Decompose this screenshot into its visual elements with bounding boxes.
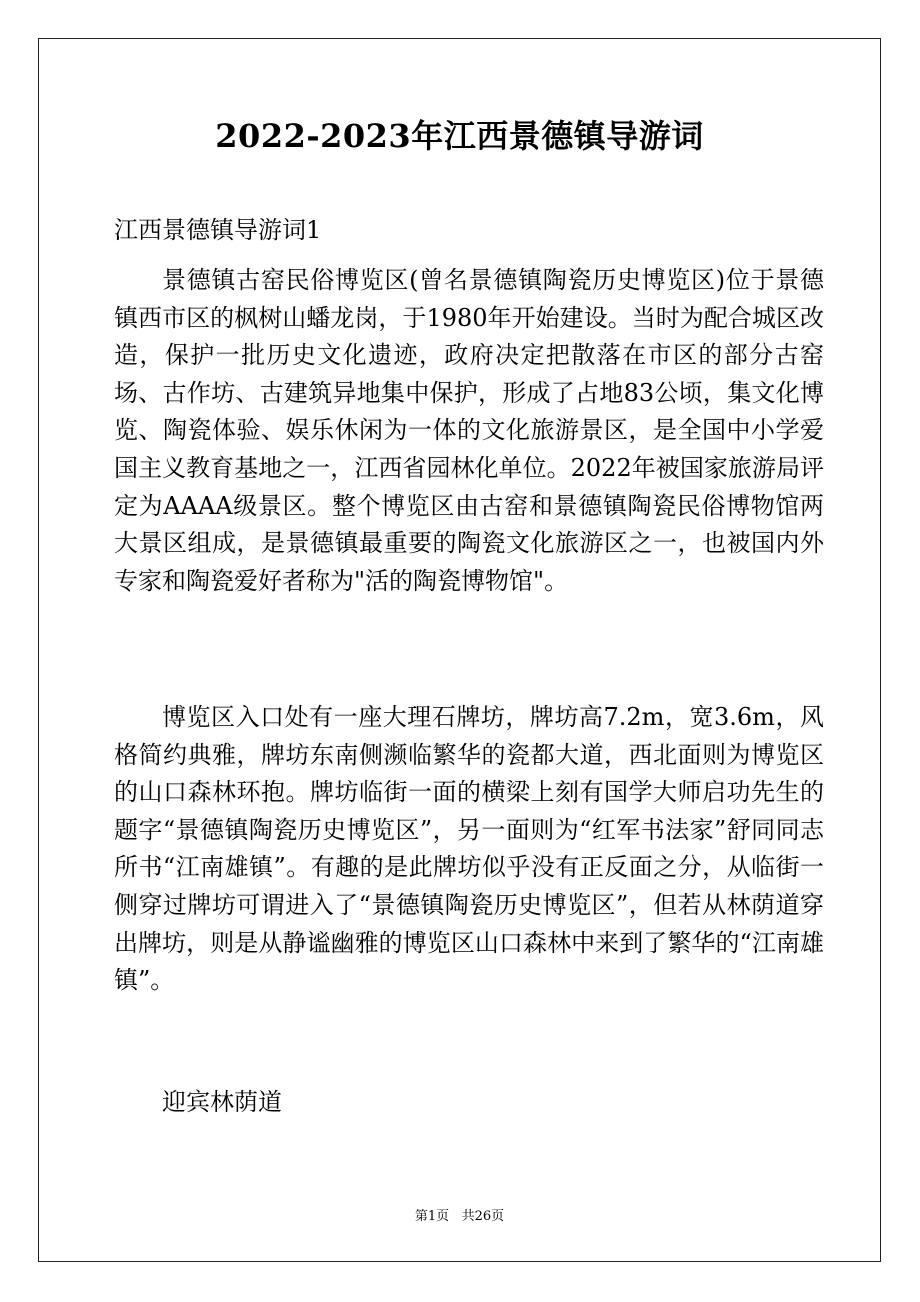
page-footer [38, 1208, 881, 1226]
paragraph-2: 博览区入口处有一座大理石牌坊，牌坊高7.2m，宽3.6m，风格简约典雅，牌坊东南侧濒临繁华的瓷都大道，西北面则为博览区的山口森林环抱。牌坊临街一面的横梁上刻有国学大师启功先生的题字“景德镇陶瓷历史博览区”，另一面则为“红军书法家”舒同同志所书“江南雄镇”。有趣的是此牌坊似乎没有正反面之分，从临街一侧穿过牌坊可谓进入了“景德镇陶瓷历史博览区”，但若从林荫道穿出牌坊，则是从静谧幽雅的博览区山口森林中来到了繁华的“江南雄镇”。 [114, 703, 824, 995]
paragraph-3: 迎宾林荫道 [162, 1088, 282, 1116]
page-number: 第1页 [414, 1209, 450, 1224]
document-title: 2022-2023年江西景德镇导游词 [215, 117, 704, 155]
paragraph-1: 景德镇古窑民俗博览区(曾名景德镇陶瓷历史博览区)位于景德镇西市区的枫树山蟠龙岗，于1980年开始建设。当时为配合城区改造，保护一批历史文化遗迹，政府决定把散落在市区的部分古窑场、古作坊、古建筑异地集中保护，形成了占地83公顷，集文化博览、陶瓷体验、娱乐休闲为一体的文化旅游景区，是全国中小学爱国主义教育基地之一，江西省园林化单位。2022年被国家旅游局评定为AAAA级景区。整个博览区由古窑和景德镇陶瓷民俗博物馆两大景区组成，是景德镇最重要的陶瓷文化旅游区之一，也被国内外专家和陶瓷爱好者称为"活的陶瓷博物馆"。 [114, 266, 824, 595]
section-heading: 江西景德镇导游词1 [114, 216, 322, 244]
page-total: 共26页 [461, 1209, 505, 1224]
